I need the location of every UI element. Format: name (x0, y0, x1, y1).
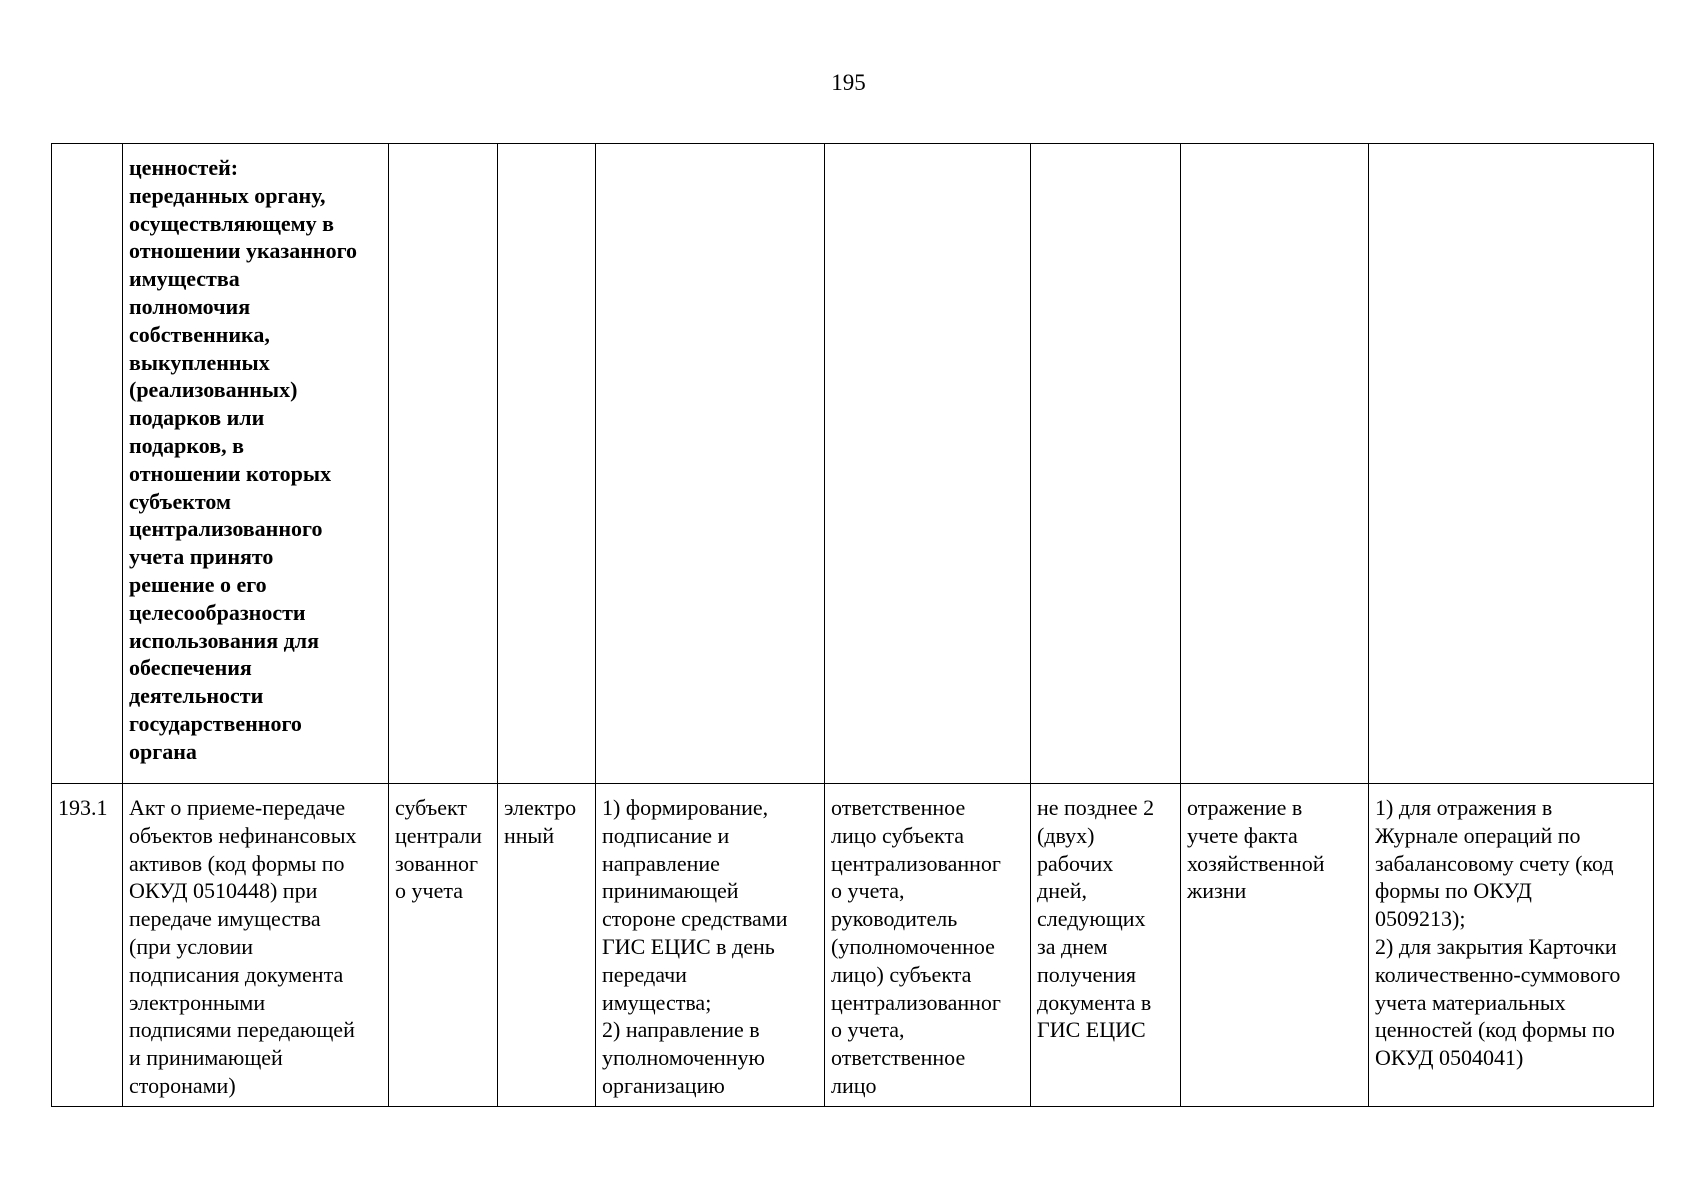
row-number-cell: 193.1 (52, 784, 123, 1107)
table-row (52, 784, 1654, 1107)
usage-cell: 1) для отражения в Журнале операций по забалансовому счету (код формы по ОКУД 0509213); 2) для закрытия Карточки количественно-суммового учета материальных ценностей (код формы по ОКУД 0504041) (1369, 784, 1654, 1107)
purpose-cell (1181, 144, 1369, 784)
form-cell: электро нный (498, 784, 596, 1107)
form-cell (498, 144, 596, 784)
actions-cell: 1) формирование, подписание и направление принимающей стороне средствами ГИС ЕЦИС в день передачи имущества; 2) направление в уполномоченную организацию (596, 784, 825, 1107)
page-number: 195 (831, 70, 866, 95)
usage-cell (1369, 144, 1654, 784)
compiler-cell (389, 144, 498, 784)
document-table (51, 143, 1654, 1107)
deadline-cell: не позднее 2 (двух) рабочих дней, следующих за днем получения документа в ГИС ЕЦИС (1031, 784, 1181, 1107)
document-name-cell: ценностей: переданных органу, осуществляющему в отношении указанного имущества полномочия собственника, выкупленных (реализованных) подарков или подарков, в отношении которых субъектом централизованного учета принято решение о его целесообразности использования для обеспечения деятельности государственного органа (123, 144, 389, 784)
deadline-cell (1031, 144, 1181, 784)
responsible-cell (825, 144, 1031, 784)
row-number-cell (52, 144, 123, 784)
table-row (52, 144, 1654, 784)
purpose-cell: отражение в учете факта хозяйственной жизни (1181, 784, 1369, 1107)
responsible-cell: ответственное лицо субъекта централизованног о учета, руководитель (уполномоченное лицо) субъекта централизованног о учета, ответственное лицо (825, 784, 1031, 1107)
compiler-cell: субъект централи зованног о учета (389, 784, 498, 1107)
actions-cell (596, 144, 825, 784)
document-name-cell: Акт о приеме-передаче объектов нефинансовых активов (код формы по ОКУД 0510448) при передаче имущества (при условии подписания документа электронными подписями передающей и принимающей сторонами) (123, 784, 389, 1107)
